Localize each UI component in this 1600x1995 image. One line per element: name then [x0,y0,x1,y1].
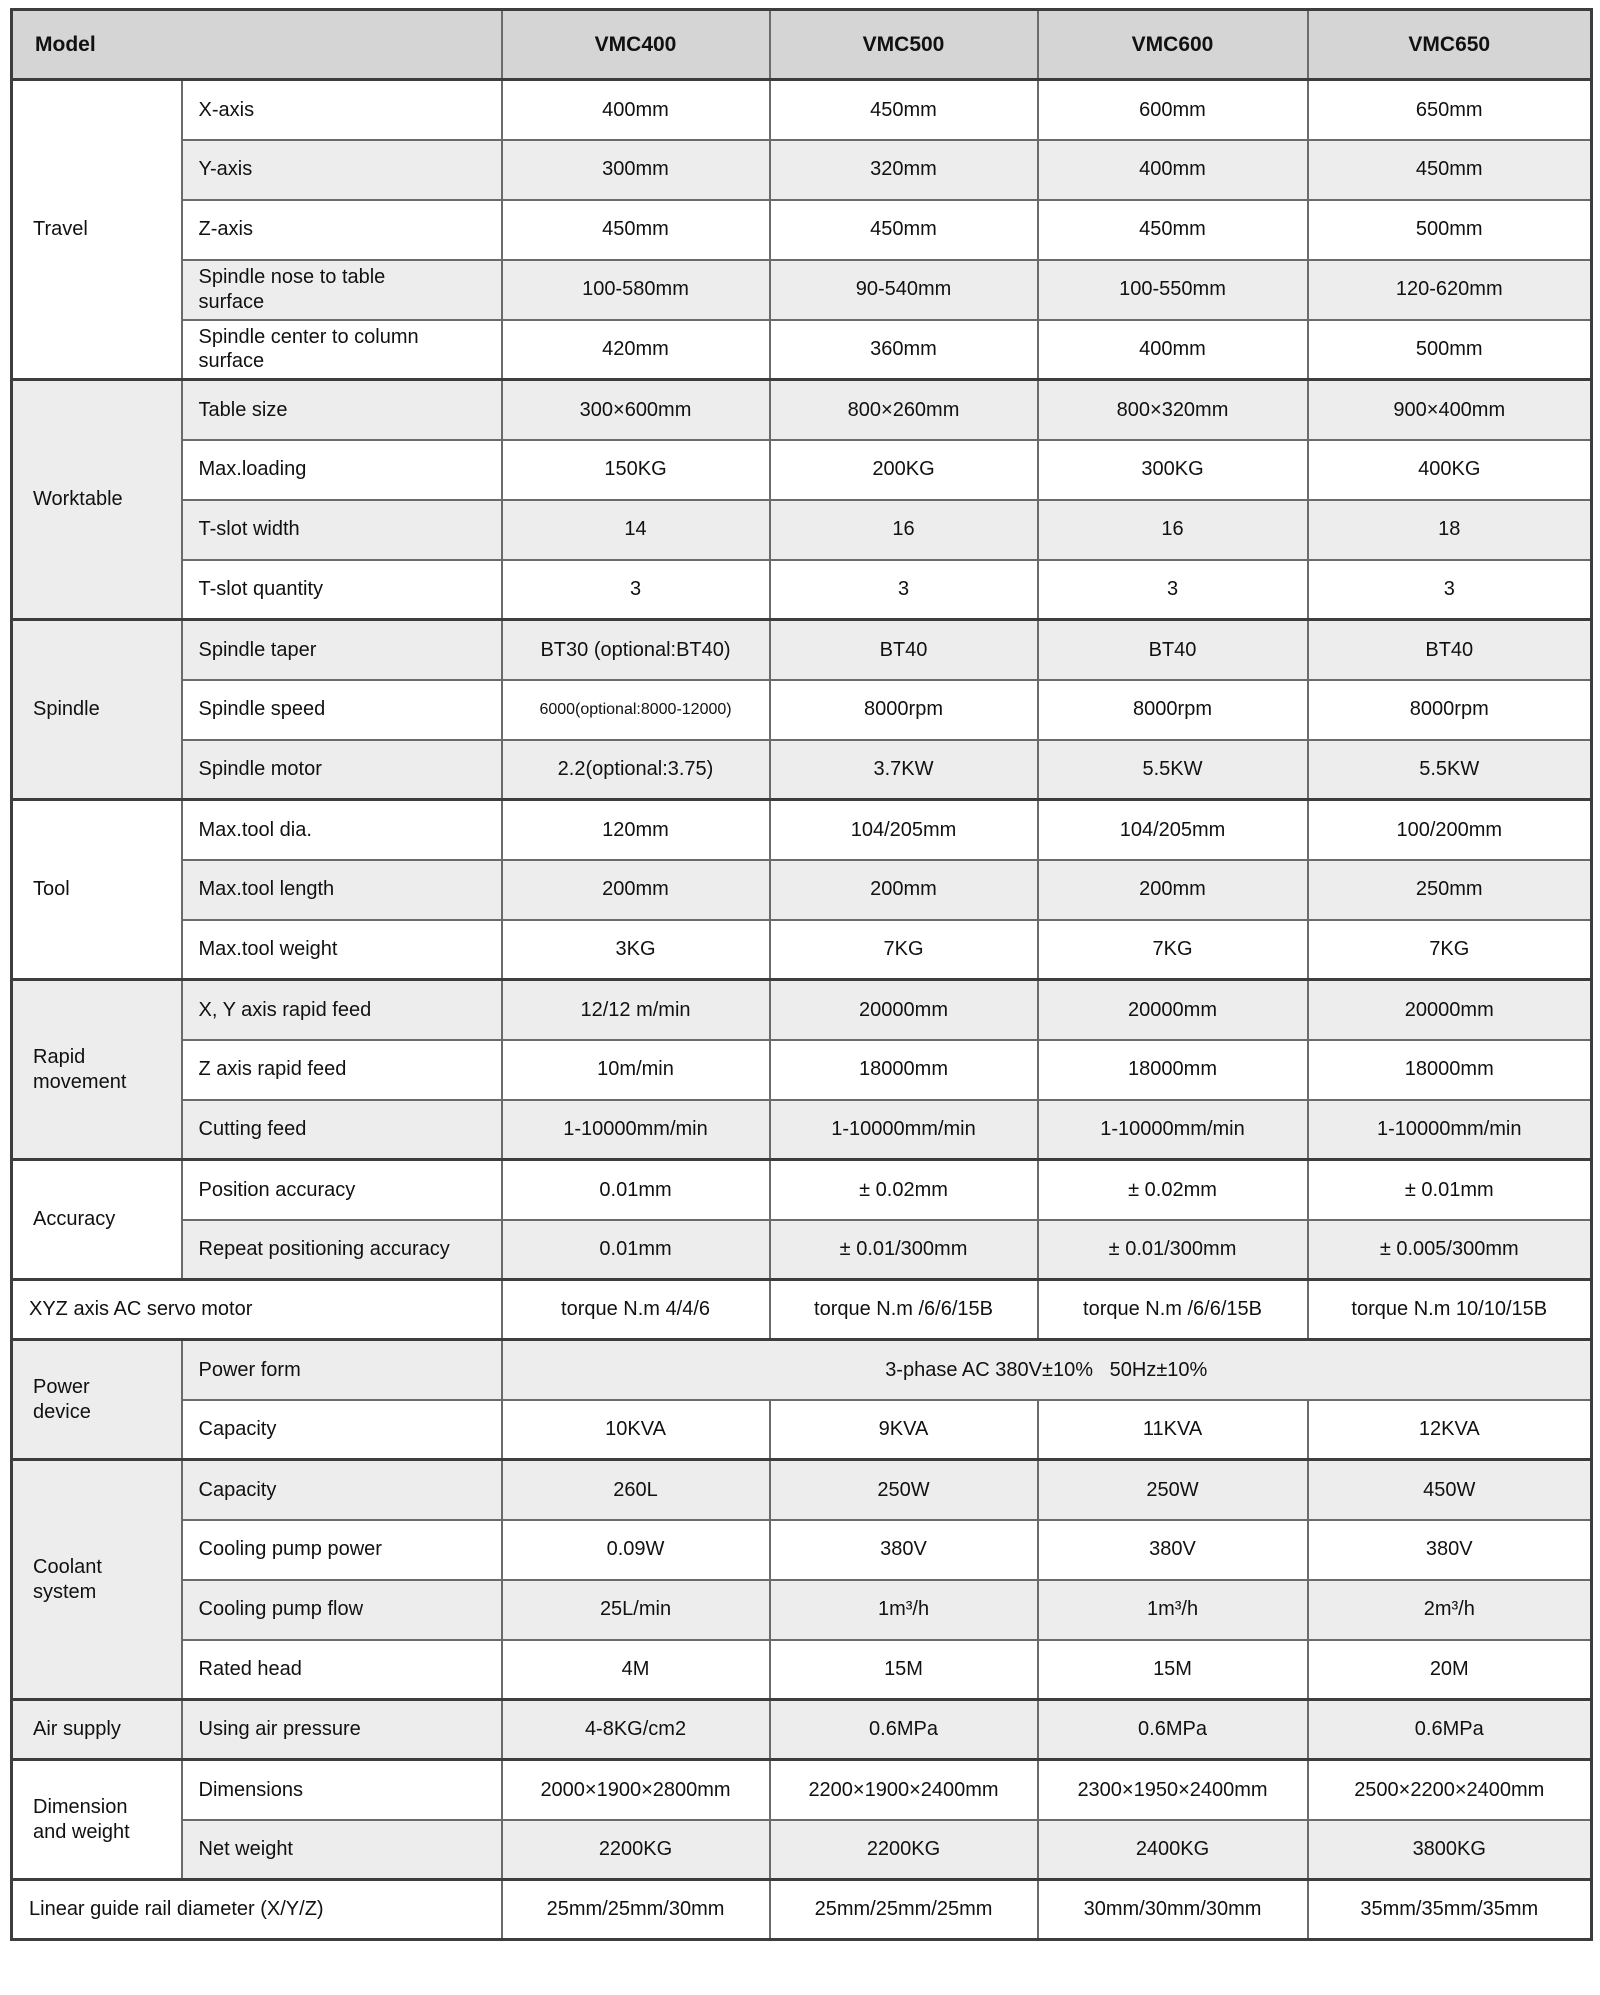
spec-row [12,80,1592,140]
spec-label-cell: Net weight [182,1820,502,1880]
spec-value-cell: 800×320mm [1038,380,1308,440]
spec-value-cell: 0.01mm [502,1160,770,1220]
spec-value-cell: 900×400mm [1308,380,1592,440]
spec-row [12,1580,1592,1640]
spec-label-cell: Dimensions [182,1760,502,1820]
spec-value-cell: 3 [770,560,1038,620]
spec-value-cell: 8000rpm [770,680,1038,740]
spec-value-cell: 2200×1900×2400mm [770,1760,1038,1820]
category-cell: Worktable [12,380,182,620]
spec-row [12,1640,1592,1700]
spec-value-cell: BT40 [770,620,1038,680]
spec-value-cell: 3800KG [1308,1820,1592,1880]
spec-label-cell: Capacity [182,1460,502,1520]
spec-value-cell: 200KG [770,440,1038,500]
spec-value-cell: 400mm [502,80,770,140]
spec-value-cell: 450W [1308,1460,1592,1520]
spec-row [12,860,1592,920]
spec-value-cell: 18000mm [770,1040,1038,1100]
spec-value-cell: 2400KG [1038,1820,1308,1880]
spec-value-cell: 800×260mm [770,380,1038,440]
spec-value-cell: 3-phase AC 380V±10% 50Hz±10% [502,1340,1592,1400]
spec-row [12,1220,1592,1280]
model-header-cell: Model [12,10,502,80]
spec-value-cell: 0.01mm [502,1220,770,1280]
spec-value-cell: 0.6MPa [1038,1700,1308,1760]
spec-value-cell: torque N.m /6/6/15B [770,1280,1038,1340]
spec-value-cell: 20000mm [1308,980,1592,1040]
spec-value-cell: ± 0.02mm [1038,1160,1308,1220]
model-column-header-vmc600: VMC600 [1038,10,1308,80]
spec-value-cell: 4-8KG/cm2 [502,1700,770,1760]
spec-value-cell: 3 [502,560,770,620]
spec-label-cell: Rated head [182,1640,502,1700]
spec-value-cell: 11KVA [1038,1400,1308,1460]
spec-row [12,800,1592,860]
spec-label-cell: Max.loading [182,440,502,500]
spec-value-cell: 400mm [1038,320,1308,380]
spec-label-cell: Position accuracy [182,1160,502,1220]
spec-row [12,260,1592,320]
spec-label-cell: X-axis [182,80,502,140]
spec-value-cell: BT40 [1038,620,1308,680]
spec-value-cell: 2m³/h [1308,1580,1592,1640]
spec-value-cell: 7KG [1038,920,1308,980]
spec-label-cell: Max.tool length [182,860,502,920]
spec-row [12,1400,1592,1460]
spec-value-cell: 400mm [1038,140,1308,200]
spec-value-cell: 0.09W [502,1520,770,1580]
spec-value-cell: 5.5KW [1038,740,1308,800]
spec-label-cell: Z axis rapid feed [182,1040,502,1100]
spec-label-cell: Cooling pump flow [182,1580,502,1640]
spec-value-cell: 25mm/25mm/25mm [770,1880,1038,1940]
spec-value-cell: 650mm [1308,80,1592,140]
spec-row [12,140,1592,200]
spec-value-cell: 100-580mm [502,260,770,320]
spec-value-cell: 25mm/25mm/30mm [502,1880,770,1940]
spec-value-cell: torque N.m /6/6/15B [1038,1280,1308,1340]
spec-value-cell: 2500×2200×2400mm [1308,1760,1592,1820]
spec-value-cell: 320mm [770,140,1038,200]
spec-value-cell: 3KG [502,920,770,980]
spec-value-cell: 6000(optional:8000-12000) [502,680,770,740]
spec-value-cell: 20000mm [1038,980,1308,1040]
spec-label-cell: Spindle speed [182,680,502,740]
spec-row [12,620,1592,680]
spec-label-cell: Max.tool dia. [182,800,502,860]
spec-value-cell: 3.7KW [770,740,1038,800]
category-cell: Travel [12,80,182,380]
spec-value-cell: BT40 [1308,620,1592,680]
spec-value-cell: 1-10000mm/min [502,1100,770,1160]
spec-value-cell: 3 [1038,560,1308,620]
category-cell: Tool [12,800,182,980]
spec-value-cell: 2300×1950×2400mm [1038,1760,1308,1820]
spec-table [10,8,1593,1941]
spec-value-cell: 1-10000mm/min [770,1100,1038,1160]
spec-value-cell: 0.6MPa [770,1700,1038,1760]
spec-value-cell: 450mm [770,200,1038,260]
spec-value-cell: 200mm [502,860,770,920]
spec-value-cell: 4M [502,1640,770,1700]
spec-value-cell: 450mm [1038,200,1308,260]
model-column-header-vmc650: VMC650 [1308,10,1592,80]
spec-row [12,320,1592,380]
spec-label-cell: Cutting feed [182,1100,502,1160]
spec-value-cell: 260L [502,1460,770,1520]
spec-value-cell: BT30 (optional:BT40) [502,620,770,680]
spec-value-cell: 104/205mm [1038,800,1308,860]
spec-row [12,560,1592,620]
spec-value-cell: ± 0.01mm [1308,1160,1592,1220]
spec-row [12,1100,1592,1160]
spec-value-cell: 12/12 m/min [502,980,770,1040]
spec-value-cell: 16 [770,500,1038,560]
spec-value-cell: 25L/min [502,1580,770,1640]
spec-value-cell: 20000mm [770,980,1038,1040]
category-cell: Coolant system [12,1460,182,1700]
spec-value-cell: 14 [502,500,770,560]
category-cell: Spindle [12,620,182,800]
spec-label-cell: XYZ axis AC servo motor [12,1280,502,1340]
category-cell: Dimension and weight [12,1760,182,1880]
spec-row [12,500,1592,560]
spec-value-cell: 1m³/h [770,1580,1038,1640]
spec-value-cell: 8000rpm [1038,680,1308,740]
spec-label-cell: T-slot width [182,500,502,560]
spec-label-cell: T-slot quantity [182,560,502,620]
spec-value-cell: 250W [770,1460,1038,1520]
spec-row [12,1160,1592,1220]
spec-value-cell: 3 [1308,560,1592,620]
spec-label-cell: Spindle taper [182,620,502,680]
spec-value-cell: 8000rpm [1308,680,1592,740]
spec-value-cell: 100/200mm [1308,800,1592,860]
spec-value-cell: 7KG [1308,920,1592,980]
spec-value-cell: 250W [1038,1460,1308,1520]
spec-value-cell: torque N.m 4/4/6 [502,1280,770,1340]
category-cell: Power device [12,1340,182,1460]
spec-value-cell: 1m³/h [1038,1580,1308,1640]
spec-value-cell: ± 0.005/300mm [1308,1220,1592,1280]
spec-value-cell: 200mm [770,860,1038,920]
spec-value-cell: ± 0.02mm [770,1160,1038,1220]
spec-row [12,1340,1592,1400]
spec-value-cell: 120-620mm [1308,260,1592,320]
spec-label-cell: Spindle center to column surface [182,320,502,380]
spec-row [12,200,1592,260]
spec-value-cell: 2200KG [502,1820,770,1880]
spec-value-cell: 1-10000mm/min [1038,1100,1308,1160]
category-cell: Air supply [12,1700,182,1760]
spec-label-cell: Spindle motor [182,740,502,800]
spec-label-cell: Repeat positioning accuracy [182,1220,502,1280]
spec-value-cell: 400KG [1308,440,1592,500]
spec-row [12,1280,1592,1340]
spec-label-cell: Z-axis [182,200,502,260]
spec-label-cell: Y-axis [182,140,502,200]
spec-value-cell: 450mm [770,80,1038,140]
spec-label-cell: Max.tool weight [182,920,502,980]
spec-value-cell: 420mm [502,320,770,380]
spec-value-cell: 100-550mm [1038,260,1308,320]
spec-label-cell: Using air pressure [182,1700,502,1760]
spec-value-cell: 300mm [502,140,770,200]
spec-value-cell: 380V [1308,1520,1592,1580]
spec-value-cell: 2.2(optional:3.75) [502,740,770,800]
spec-row [12,1460,1592,1520]
spec-value-cell: 18000mm [1308,1040,1592,1100]
spec-value-cell: 250mm [1308,860,1592,920]
spec-value-cell: 7KG [770,920,1038,980]
model-column-header-vmc500: VMC500 [770,10,1038,80]
category-cell: Rapid movement [12,980,182,1160]
spec-value-cell: 20M [1308,1640,1592,1700]
spec-value-cell: 300KG [1038,440,1308,500]
spec-row [12,1700,1592,1760]
spec-value-cell: 18 [1308,500,1592,560]
spec-row [12,380,1592,440]
spec-row [12,1520,1592,1580]
spec-value-cell: 450mm [502,200,770,260]
spec-value-cell: 12KVA [1308,1400,1592,1460]
spec-value-cell: 450mm [1308,140,1592,200]
spec-label-cell: Capacity [182,1400,502,1460]
spec-row [12,740,1592,800]
spec-row [12,980,1592,1040]
spec-value-cell: 2200KG [770,1820,1038,1880]
spec-label-cell: Spindle nose to table surface [182,260,502,320]
spec-value-cell: 200mm [1038,860,1308,920]
spec-value-cell: 600mm [1038,80,1308,140]
spec-row [12,440,1592,500]
spec-label-cell: Linear guide rail diameter (X/Y/Z) [12,1880,502,1940]
spec-value-cell: 500mm [1308,320,1592,380]
spec-value-cell: 35mm/35mm/35mm [1308,1880,1592,1940]
spec-value-cell: 380V [1038,1520,1308,1580]
spec-label-cell: Table size [182,380,502,440]
spec-value-cell: 104/205mm [770,800,1038,860]
spec-value-cell: 500mm [1308,200,1592,260]
spec-label-cell: Power form [182,1340,502,1400]
spec-label-cell: Cooling pump power [182,1520,502,1580]
spec-value-cell: 30mm/30mm/30mm [1038,1880,1308,1940]
spec-value-cell: 0.6MPa [1308,1700,1592,1760]
spec-value-cell: ± 0.01/300mm [770,1220,1038,1280]
spec-value-cell: 18000mm [1038,1040,1308,1100]
spec-row [12,1040,1592,1100]
spec-value-cell: 15M [770,1640,1038,1700]
spec-value-cell: 120mm [502,800,770,860]
spec-value-cell: ± 0.01/300mm [1038,1220,1308,1280]
spec-value-cell: 15M [1038,1640,1308,1700]
spec-value-cell: 10KVA [502,1400,770,1460]
model-column-header-vmc400: VMC400 [502,10,770,80]
spec-value-cell: torque N.m 10/10/15B [1308,1280,1592,1340]
spec-row [12,920,1592,980]
spec-value-cell: 10m/min [502,1040,770,1100]
spec-label-cell: X, Y axis rapid feed [182,980,502,1040]
spec-value-cell: 380V [770,1520,1038,1580]
spec-value-cell: 90-540mm [770,260,1038,320]
spec-row [12,1820,1592,1880]
spec-value-cell: 9KVA [770,1400,1038,1460]
spec-table-body [12,80,1592,1940]
spec-row [12,680,1592,740]
spec-value-cell: 1-10000mm/min [1308,1100,1592,1160]
spec-value-cell: 360mm [770,320,1038,380]
spec-row [12,1760,1592,1820]
header-row [12,10,1592,80]
spec-value-cell: 5.5KW [1308,740,1592,800]
category-cell: Accuracy [12,1160,182,1280]
spec-value-cell: 150KG [502,440,770,500]
spec-row [12,1880,1592,1940]
spec-value-cell: 300×600mm [502,380,770,440]
spec-value-cell: 2000×1900×2800mm [502,1760,770,1820]
spec-value-cell: 16 [1038,500,1308,560]
